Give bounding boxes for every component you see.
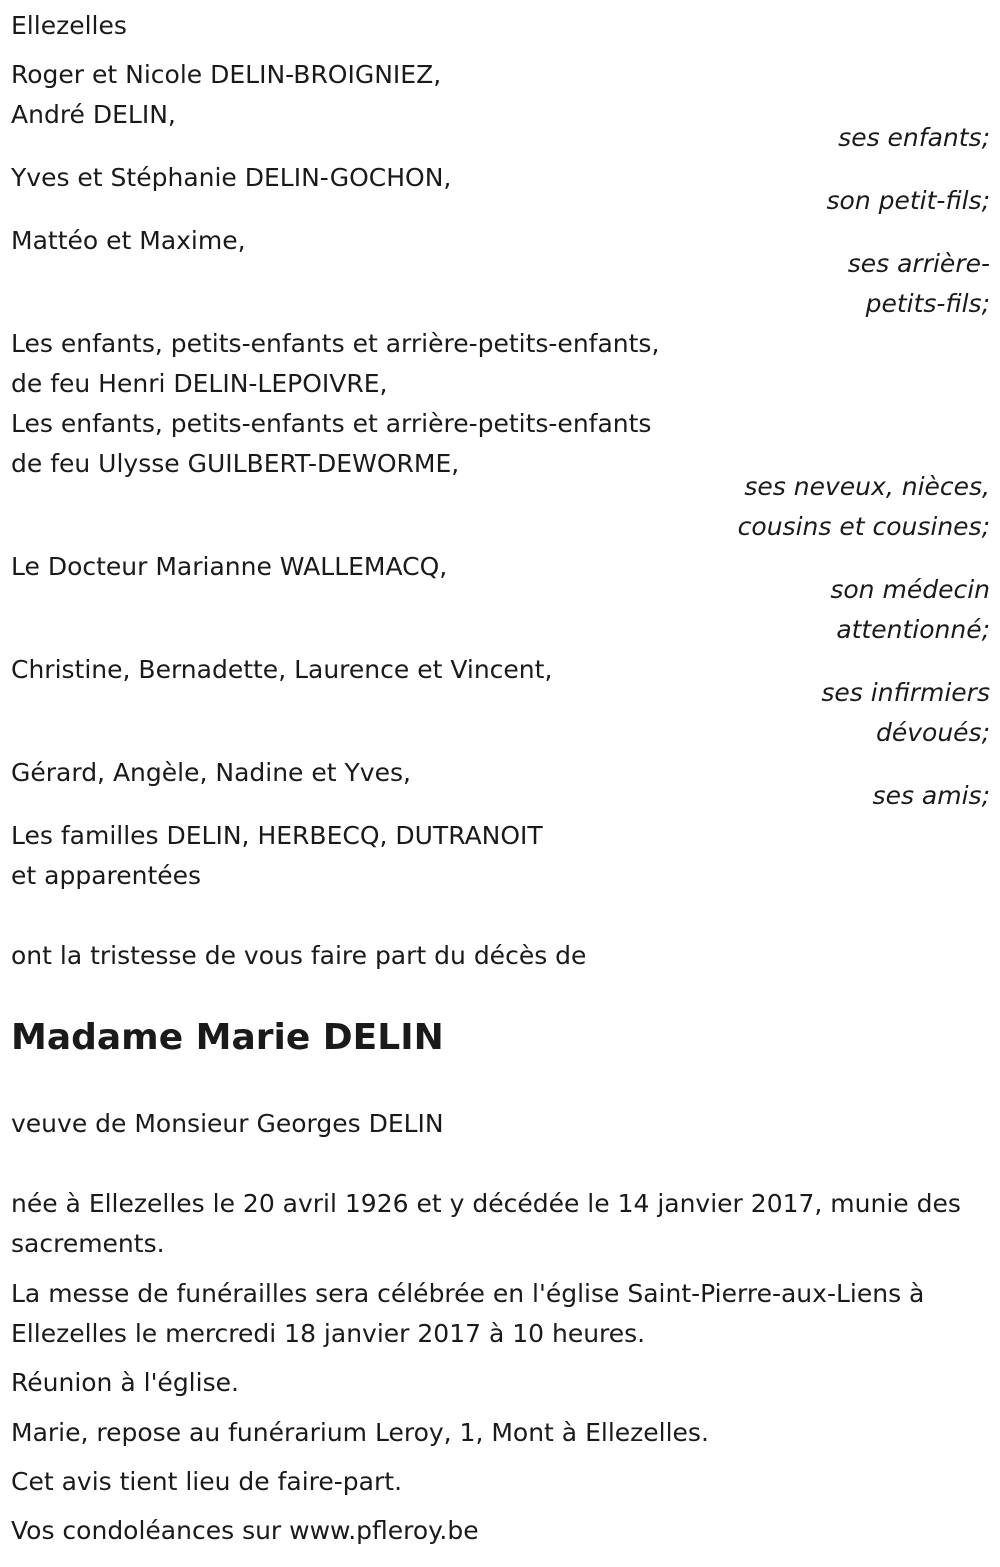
children-names-line-2: André DELIN, <box>11 100 176 129</box>
relatives-role-line-1: ses neveux, nièces, <box>744 472 990 501</box>
doctor-role-line-2: attentionné; <box>836 615 990 644</box>
nurses-role-line-2: dévoués; <box>875 718 990 747</box>
relatives-role-line-2: cousins et cousines; <box>737 512 990 541</box>
condolences-link[interactable]: Vos condoléances sur www.pfleroy.be <box>11 1516 479 1545</box>
children-names-line-1: Roger et Nicole DELIN-BROIGNIEZ, <box>11 60 442 89</box>
friends-names: Gérard, Angèle, Nadine et Yves, <box>11 758 411 787</box>
families-line-1: Les familles DELIN, HERBECQ, DUTRANOIT <box>11 821 543 850</box>
relatives-line-3: Les enfants, petits-enfants et arrière-petits-enfants <box>11 409 652 438</box>
widow-of: veuve de Monsieur Georges DELIN <box>11 1109 444 1138</box>
meeting-info: Réunion à l'église. <box>11 1368 239 1397</box>
grandson-role: son petit-fils; <box>826 186 990 215</box>
relatives-line-2: de feu Henri DELIN-LEPOIVRE, <box>11 369 388 398</box>
children-role: ses enfants; <box>838 123 990 152</box>
birth-death-line-2: sacrements. <box>11 1229 165 1258</box>
relatives-line-1: Les enfants, petits-enfants et arrière-petits-enfants, <box>11 329 660 358</box>
mass-line-1: La messe de funérailles sera célébrée en l'église Saint-Pierre-aux-Liens à <box>11 1279 925 1308</box>
grandson-names: Yves et Stéphanie DELIN-GOCHON, <box>11 163 452 192</box>
great-grandsons-role-line-1: ses arrière- <box>847 249 990 278</box>
doctor-role-line-1: son médecin <box>830 575 990 604</box>
nurses-role-line-1: ses infirmiers <box>821 678 990 707</box>
town-heading: Ellezelles <box>11 11 127 40</box>
relatives-line-4: de feu Ulysse GUILBERT-DEWORME, <box>11 449 460 478</box>
friends-role: ses amis; <box>872 781 990 810</box>
doctor-name: Le Docteur Marianne WALLEMACQ, <box>11 552 448 581</box>
families-line-2: et apparentées <box>11 861 202 890</box>
great-grandsons-names: Mattéo et Maxime, <box>11 226 246 255</box>
nurses-names: Christine, Bernadette, Laurence et Vincent, <box>11 655 553 684</box>
birth-death-line-1: née à Ellezelles le 20 avril 1926 et y décédée le 14 janvier 2017, munie des <box>11 1189 961 1218</box>
announcement-intro: ont la tristesse de vous faire part du décès de <box>11 941 587 970</box>
notice-statement: Cet avis tient lieu de faire-part. <box>11 1467 403 1496</box>
great-grandsons-role-line-2: petits-fils; <box>865 289 990 318</box>
deceased-name: Madame Marie DELIN <box>11 1017 444 1058</box>
mass-line-2: Ellezelles le mercredi 18 janvier 2017 à 10 heures. <box>11 1319 646 1348</box>
funeral-home-info: Marie, repose au funérarium Leroy, 1, Mont à Ellezelles. <box>11 1418 709 1447</box>
